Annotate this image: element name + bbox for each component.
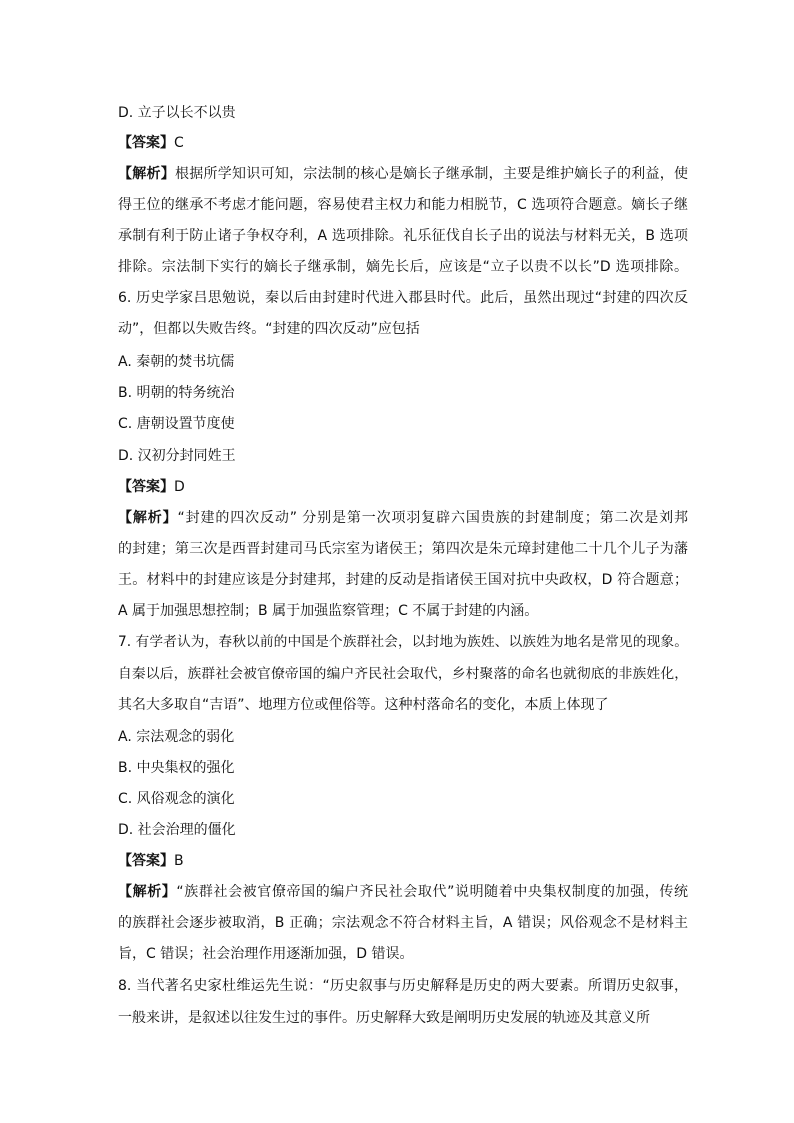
- q7-answer: [118, 851, 688, 871]
- q6-answer: [118, 477, 688, 497]
- q7-stem-line-1: 7. 有学者认为，春秋以前的中国是个族群社会，以封地为族姓、以族姓为地名是常见的现象。: [118, 634, 688, 650]
- q5-analysis-line-2: 得王位的继承不考虑才能问题，容易使君主权力和能力相脱节，C 选项符合题意。嫡长子继: [118, 197, 688, 213]
- analysis-text: “封建的四次反动” 分别是第一次项羽复辟六国贵族的封建制度；第二次是刘邦: [177, 510, 688, 526]
- answer-value: D: [174, 479, 185, 495]
- q6-analysis-line-3: 王。材料中的封建应该是分封建邦，封建的反动是指诸侯王国对抗中央政权，D 符合题意；: [118, 572, 688, 588]
- q7-analysis-line-1: [118, 882, 688, 902]
- analysis-tag: 【解析】: [118, 884, 177, 900]
- q7-stem-line-2: 自秦以后，族群社会被官僚帝国的编户齐民社会取代，乡村聚落的命名也就彻底的非族姓化，: [118, 666, 688, 682]
- answer-value: B: [174, 853, 184, 869]
- q7-option-d: D. 社会治理的僵化: [118, 822, 236, 838]
- q7-analysis-line-2: 的族群社会逐步被取消，B 正确；宗法观念不符合材料主旨，A 错误；风俗观念不是材料主: [118, 915, 688, 931]
- q6-stem-line-1: 6. 历史学家吕思勉说，秦以后由封建时代进入郡县时代。此后，虽然出现过“封建的四次反: [118, 290, 688, 306]
- q7-analysis-line-3: 旨，C 错误；社会治理作用逐渐加强，D 错误。: [118, 946, 414, 962]
- q8-stem-line-1: 8. 当代著名史家杜维运先生说：“历史叙事与历史解释是历史的两大要素。所谓历史叙事，: [118, 978, 688, 994]
- q7-option-a: A. 宗法观念的弱化: [118, 729, 235, 745]
- q5-analysis-line-3: 承制有利于防止诸子争权夺利，A 选项排除。礼乐征伐自长子出的说法与材料无关，B 选项: [118, 228, 688, 244]
- q7-option-b: B. 中央集权的强化: [118, 760, 235, 776]
- q5-answer: [118, 133, 688, 153]
- answer-value: C: [174, 135, 184, 151]
- analysis-tag: 【解析】: [118, 510, 178, 526]
- q5-analysis-line-1: [118, 164, 688, 184]
- q5-option-d: D. 立子以长不以贵: [118, 105, 236, 121]
- analysis-tag: 【解析】: [118, 166, 176, 182]
- q7-option-c: C. 风俗观念的演化: [118, 791, 235, 807]
- analysis-text: “族群社会被官僚帝国的编户齐民社会取代”说明随着中央集权制度的加强，传统: [176, 884, 689, 900]
- q6-analysis-line-1: [118, 508, 688, 528]
- q6-option-d: D. 汉初分封同姓王: [118, 448, 236, 464]
- q6-analysis-line-4: A 属于加强思想控制；B 属于加强监察管理；C 不属于封建的内涵。: [118, 603, 539, 619]
- answer-tag: 【答案】: [118, 853, 174, 869]
- q8-stem-line-2: 一般来讲，是叙述以往发生过的事件。历史解释大致是阐明历史发展的轨迹及其意义所: [118, 1010, 650, 1026]
- answer-tag: 【答案】: [118, 135, 174, 151]
- q6-stem-line-2: 动”，但都以失败告终。“封建的四次反动”应包括: [118, 321, 420, 337]
- q6-option-c: C. 唐朝设置节度使: [118, 416, 235, 432]
- q6-option-a: A. 秦朝的焚书坑儒: [118, 354, 235, 370]
- q5-analysis-line-4: 排除。宗法制下实行的嫡长子继承制，嫡先长后，应该是“立子以贵不以长”D 选项排除。: [118, 259, 688, 275]
- q6-option-b: B. 明朝的特务统治: [118, 385, 235, 401]
- analysis-text: 根据所学知识可知，宗法制的核心是嫡长子继承制，主要是维护嫡长子的利益，使: [175, 166, 689, 182]
- answer-tag: 【答案】: [118, 479, 174, 495]
- q6-analysis-line-2: 的封建；第三次是西晋封建司马氏宗室为诸侯王；第四次是朱元璋封建他二十几个儿子为藩: [118, 541, 688, 557]
- q7-stem-line-3: 其名大多取自“吉语”、地理方位或俚俗等。这种村落命名的变化，本质上体现了: [118, 697, 609, 713]
